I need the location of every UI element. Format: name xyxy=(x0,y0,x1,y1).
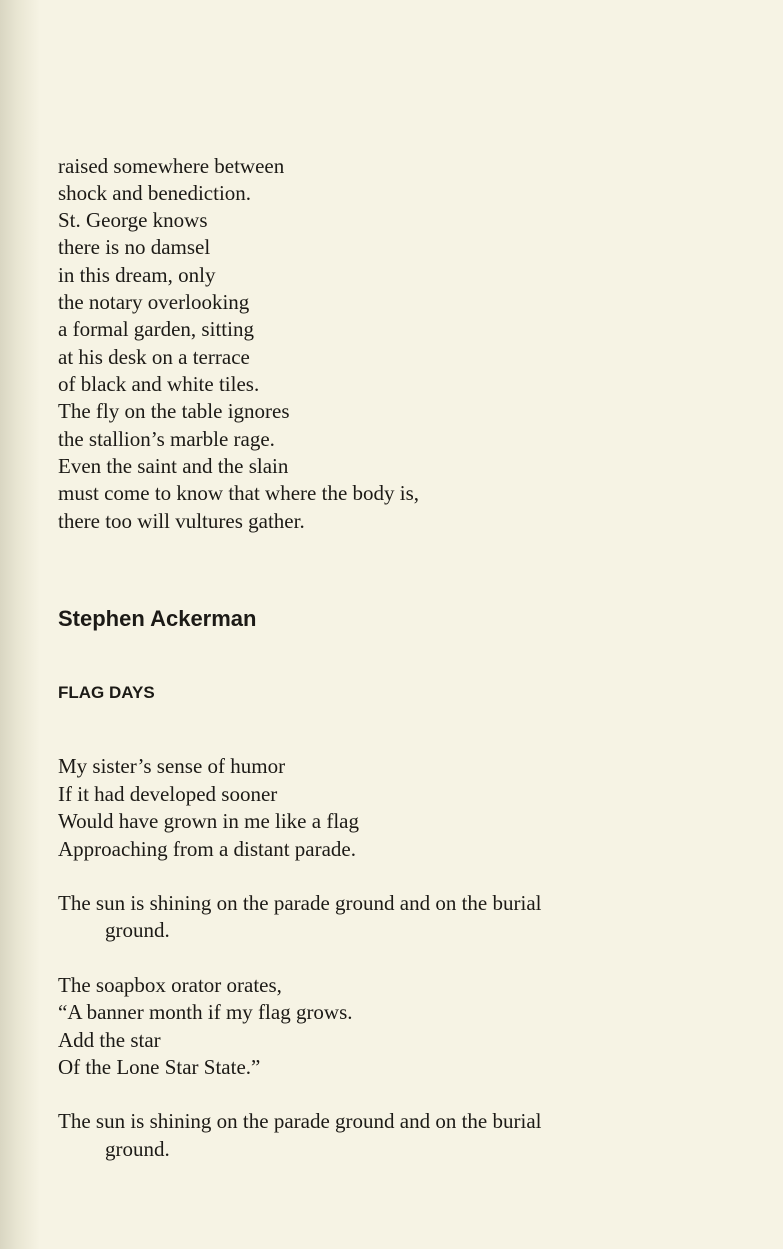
poem-line: The sun is shining on the parade ground and on the burial xyxy=(58,1109,542,1133)
poem-line-continuation: ground. xyxy=(105,918,170,942)
poem-line: must come to know that where the body is, xyxy=(58,481,420,505)
poem-line: The soapbox orator orates, xyxy=(58,973,282,997)
poem-line: the stallion’s marble rage. xyxy=(58,427,275,451)
poem-line: Approaching from a distant parade. xyxy=(58,837,356,861)
book-page xyxy=(58,0,758,1249)
poem-line: Would have grown in me like a flag xyxy=(58,809,359,833)
poem-title: FLAG DAYS xyxy=(58,683,155,702)
poem-line: there too will vultures gather. xyxy=(58,509,305,533)
poem-line: Even the saint and the slain xyxy=(58,454,289,478)
poem-line: a formal garden, sitting xyxy=(58,317,254,341)
author-name: Stephen Ackerman xyxy=(58,606,257,631)
poem-line: St. George knows xyxy=(58,208,208,232)
poem-line: in this dream, only xyxy=(58,263,216,287)
poem-line-continuation: ground. xyxy=(105,1137,170,1161)
poem-line: raised somewhere between xyxy=(58,154,285,178)
poem-line: shock and benediction. xyxy=(58,181,252,205)
poem-line: the notary overlooking xyxy=(58,290,250,314)
poem-line: The sun is shining on the parade ground and on the burial xyxy=(58,891,542,915)
poem-line: If it had developed sooner xyxy=(58,782,278,806)
poem-line: of black and white tiles. xyxy=(58,372,260,396)
poem-line: My sister’s sense of humor xyxy=(58,754,286,778)
poem-line: The fly on the table ignores xyxy=(58,399,290,423)
poem-line: there is no damsel xyxy=(58,235,211,259)
poem-line: at his desk on a terrace xyxy=(58,345,250,369)
poem-line: “A banner month if my flag grows. xyxy=(58,1000,353,1024)
poem-line: Of the Lone Star State.” xyxy=(58,1055,261,1079)
poem-line: Add the star xyxy=(58,1028,161,1052)
page-gutter-shadow xyxy=(0,0,40,1249)
